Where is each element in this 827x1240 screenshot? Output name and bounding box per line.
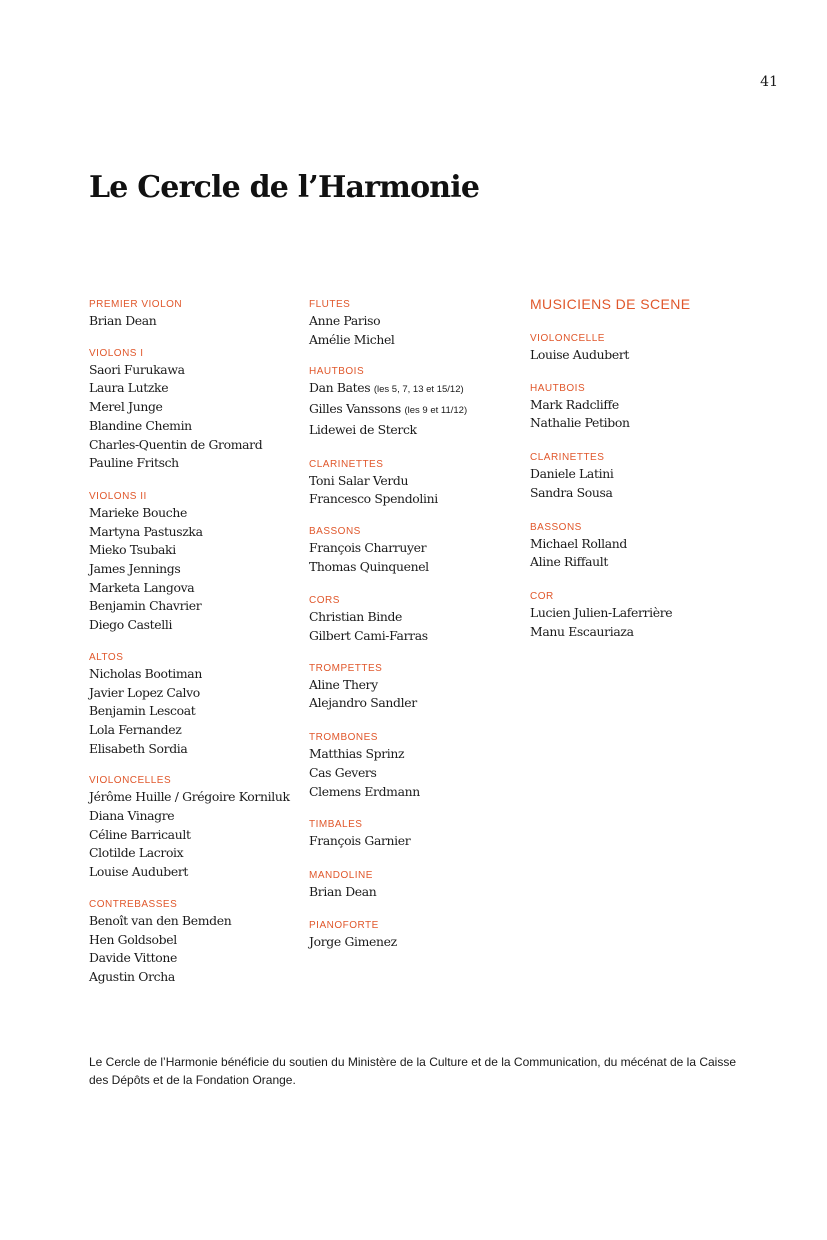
musician-name: Nicholas Bootiman [89, 665, 202, 681]
column-3 [530, 296, 745, 641]
musician-entry [89, 504, 304, 523]
footer-note: Le Cercle de l’Harmonie bénéficie du soutien du Ministère de la Culture et de la Communication, du mécénat de la Caisse des Dépôts et de la Fondation Orange. [89, 1055, 737, 1087]
musician-list [530, 346, 745, 365]
musician-entry [309, 764, 524, 783]
musician-entry [530, 346, 745, 365]
musician-name: François Garnier [309, 833, 411, 849]
musician-name: Sandra Sousa [530, 484, 613, 500]
musician-entry [530, 553, 745, 572]
section-contrebasses [89, 898, 304, 987]
musician-name: Javier Lopez Calvo [89, 684, 200, 700]
musician-name: Daniele Latini [530, 466, 614, 482]
section-pianoforte [309, 919, 524, 952]
section-violons-ii [89, 490, 304, 635]
musician-name: Gilles Vanssons [309, 401, 401, 417]
musician-entry [309, 676, 524, 695]
section-heading: VIOLONCELLE [530, 333, 605, 344]
musician-name: Matthias Sprinz [309, 746, 405, 762]
musician-name: Dan Bates [309, 380, 371, 396]
musician-list [530, 604, 745, 641]
musician-entry [530, 414, 745, 433]
musician-entry [89, 560, 304, 579]
section-heading: HAUTBOIS [309, 366, 365, 378]
musician-list [89, 788, 304, 882]
section-mandoline [309, 869, 524, 902]
musician-entry [89, 579, 304, 598]
column-1 [89, 296, 304, 987]
section-heading: PREMIER VIOLON [89, 299, 183, 310]
musician-name: Benoît van den Bemden [89, 912, 232, 928]
musician-entry [89, 863, 304, 882]
musician-name: Laura Lutzke [89, 380, 169, 396]
section-heading: COR [530, 590, 554, 602]
musician-entry [89, 807, 304, 826]
section-heading: BASSONS [530, 521, 582, 533]
musician-list [89, 361, 304, 473]
musician-entry [89, 597, 304, 616]
musician-list [89, 312, 304, 331]
musician-list [89, 504, 304, 635]
musician-name: Francesco Spendolini [309, 491, 438, 507]
musician-name: Agustin Orcha [89, 968, 175, 984]
musician-entry [309, 832, 524, 851]
musician-entry [89, 968, 304, 987]
musician-name: Aline Riffault [530, 554, 608, 570]
musician-list [309, 539, 524, 576]
musician-name: Christian Binde [309, 609, 403, 625]
musician-name: Céline Barricault [89, 826, 191, 842]
page-title: Le Cercle de l’Harmonie [89, 170, 480, 205]
musician-name: Brian Dean [309, 883, 377, 899]
section-violoncelles [89, 774, 304, 882]
musician-name: Benjamin Lescoat [89, 703, 196, 719]
musician-name: Merel Junge [89, 399, 163, 415]
musician-name: Nathalie Petibon [530, 415, 630, 431]
musician-entry [89, 361, 304, 380]
section-cor [530, 590, 745, 641]
musician-list [309, 883, 524, 902]
musician-name: Thomas Quinquenel [309, 558, 429, 574]
musician-list [309, 676, 524, 713]
section-bassons [309, 525, 524, 576]
page-number: 41 [760, 74, 778, 90]
musician-name: Hen Goldsobel [89, 931, 177, 947]
musician-entry [309, 539, 524, 558]
section-clarinettes [309, 458, 524, 509]
section-hautbois [309, 365, 524, 439]
musician-entry [309, 558, 524, 577]
musician-list [530, 535, 745, 572]
section-trompettes [309, 662, 524, 713]
performance-dates-note: (les 9 et 11/12) [404, 405, 468, 417]
musician-entry [89, 844, 304, 863]
section-heading: HAUTBOIS [530, 382, 586, 394]
section-heading: VIOLONS II [89, 490, 147, 502]
musician-name: Diana Vinagre [89, 808, 175, 824]
musician-name: Michael Rolland [530, 535, 627, 551]
section-premier-violon [89, 298, 304, 331]
section-heading: FLUTES [309, 299, 351, 310]
section-heading: CLARINETTES [530, 452, 605, 464]
musician-name: Louise Audubert [89, 864, 189, 880]
musician-entry [89, 398, 304, 417]
musician-name: Manu Escauriaza [530, 623, 634, 639]
musician-name: Gilbert Cami-Farras [309, 628, 428, 644]
musician-entry [309, 933, 524, 952]
musician-entry [89, 684, 304, 703]
musician-name: Charles-Quentin de Gromard [89, 436, 263, 452]
section-cors [309, 594, 524, 645]
musician-name: Aline Thery [309, 676, 378, 692]
section-heading: VIOLONS I [89, 347, 144, 359]
musician-entry [309, 379, 524, 400]
musician-name: Clemens Erdmann [309, 783, 420, 799]
musician-entry [530, 623, 745, 642]
musician-entry [89, 721, 304, 740]
musician-entry [89, 616, 304, 635]
musician-list [89, 665, 304, 759]
musician-entry [309, 608, 524, 627]
musician-name: Mark Radcliffe [530, 396, 619, 412]
musician-name: Cas Gevers [309, 764, 377, 780]
musician-entry [89, 436, 304, 455]
musician-name: Davide Vittone [89, 950, 178, 966]
musician-entry [89, 454, 304, 473]
section-heading: CORS [309, 595, 340, 607]
musician-name: Pauline Fritsch [89, 455, 179, 471]
musician-entry [89, 931, 304, 950]
musician-entry [89, 665, 304, 684]
section-altos [89, 651, 304, 759]
musician-name: Blandine Chemin [89, 417, 192, 433]
musician-entry [89, 826, 304, 845]
section-trombones [309, 731, 524, 801]
musician-entry [309, 400, 524, 421]
musician-name: Jérôme Huille / Grégoire Korniluk [89, 789, 290, 805]
musician-name: Elisabeth Sordia [89, 740, 188, 756]
section-heading: ALTOS [89, 651, 124, 663]
musician-entry [530, 484, 745, 503]
musician-entry [530, 396, 745, 415]
musician-entry [309, 745, 524, 764]
musician-name: Lola Fernandez [89, 721, 182, 737]
section-heading: TIMBALES [309, 819, 363, 831]
section-heading: TROMPETTES [309, 662, 383, 674]
musician-entry [530, 535, 745, 554]
section-heading: MANDOLINE [309, 869, 373, 881]
musician-name: Toni Salar Verdu [309, 472, 409, 488]
section-heading: VIOLONCELLES [89, 775, 172, 787]
musician-entry [89, 740, 304, 759]
musician-entry [309, 783, 524, 802]
section-timbales [309, 818, 524, 851]
musician-list [530, 396, 745, 433]
musician-name: James Jennings [89, 561, 181, 577]
musician-entry [89, 912, 304, 931]
section-bassons [530, 521, 745, 572]
musician-entry [309, 331, 524, 350]
musician-entry [530, 465, 745, 484]
musician-list [309, 379, 524, 439]
musician-entry [89, 702, 304, 721]
musician-name: François Charruyer [309, 539, 427, 555]
musician-entry [89, 541, 304, 560]
musician-entry [89, 312, 304, 331]
musician-entry [309, 490, 524, 509]
column-2 [309, 296, 524, 951]
musician-entry [309, 694, 524, 713]
musician-name: Anne Pariso [309, 313, 381, 328]
musician-name: Jorge Gimenez [309, 933, 397, 949]
musician-name: Lucien Julien-Laferrière [530, 604, 673, 620]
section-heading: BASSONS [309, 525, 361, 537]
section-heading: CLARINETTES [309, 458, 384, 470]
section-heading: TROMBONES [309, 732, 378, 744]
group-title: MUSICIENS DE SCENE [530, 296, 691, 312]
musician-entry [309, 883, 524, 902]
section-violons-i [89, 347, 304, 473]
musician-name: Marketa Langova [89, 579, 195, 595]
musician-name: Marieke Bouche [89, 504, 187, 520]
musician-list [530, 465, 745, 502]
musician-list [309, 933, 524, 952]
section-flutes [309, 298, 524, 349]
musician-list [89, 912, 304, 987]
musician-name: Clotilde Lacroix [89, 845, 184, 861]
musician-name: Lidewei de Sterck [309, 421, 417, 437]
musician-name: Amélie Michel [309, 331, 395, 347]
musician-entry [309, 472, 524, 491]
section-heading: PIANOFORTE [309, 919, 379, 931]
musician-entry [89, 417, 304, 436]
musician-name: Alejandro Sandler [309, 695, 417, 711]
section-clarinettes [530, 451, 745, 502]
musician-list [309, 312, 524, 349]
musician-name: Mieko Tsubaki [89, 542, 176, 558]
musician-entry [89, 788, 304, 807]
musician-name: Saori Furukawa [89, 361, 185, 377]
musician-entry [89, 523, 304, 542]
musician-name: Benjamin Chavrier [89, 598, 202, 614]
section-hautbois [530, 382, 745, 433]
musician-list [309, 608, 524, 645]
musician-name: Louise Audubert [530, 347, 630, 362]
musician-list [309, 472, 524, 509]
musician-entry [89, 949, 304, 968]
section-heading: CONTREBASSES [89, 898, 178, 910]
musician-name: Martyna Pastuszka [89, 523, 203, 539]
musician-entry [309, 421, 524, 440]
section-violoncelle [530, 332, 745, 365]
musician-name: Brian Dean [89, 313, 157, 328]
musician-entry [309, 627, 524, 646]
musician-list [309, 745, 524, 801]
musician-entry [309, 312, 524, 331]
musician-name: Diego Castelli [89, 617, 173, 633]
performance-dates-note: (les 5, 7, 13 et 15/12) [373, 384, 464, 396]
musician-list [309, 832, 524, 851]
musician-entry [89, 379, 304, 398]
musician-entry [530, 604, 745, 623]
